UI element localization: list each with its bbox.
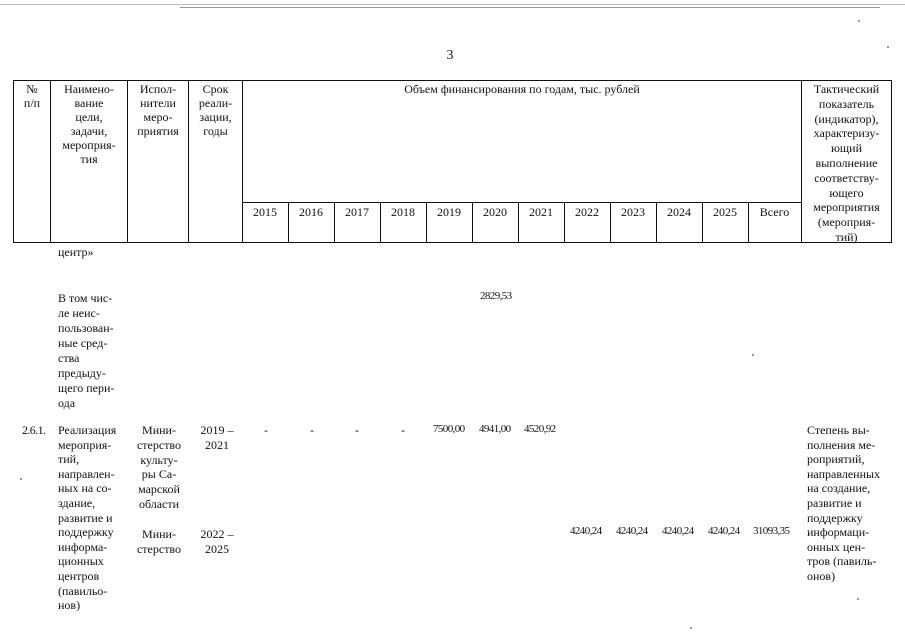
- unused-funds-2020: 2829,53: [480, 290, 512, 302]
- scan-speck: [858, 20, 860, 22]
- header-indicator: Тактический показатель (индикатор), характеризу- ющий выполнение соответству- ющего мероприятия (мероприя- тий): [813, 82, 880, 244]
- item-name: Реализация мероприя- тий, направлен- ных на со- здание, развитие и поддержку информа- ционных центров (павильо- нов): [58, 423, 117, 613]
- term-1: 2019 – 2021: [200, 423, 234, 452]
- year-header: 2019: [437, 205, 461, 219]
- scan-speck: [887, 46, 889, 48]
- total-header: Всего: [759, 205, 790, 219]
- header-executors: Испол- нители меро- приятия: [137, 82, 179, 138]
- value-2019: 7500,00: [433, 423, 465, 435]
- year-header: 2017: [345, 205, 369, 219]
- value-2022: 4240,24: [570, 525, 602, 537]
- page-number: 3: [446, 48, 454, 63]
- header-funding-title: Объем финансирования по годам, тыс. рублей: [404, 82, 640, 96]
- indicator-text: Степень вы- полнения ме- роприятий, направленных на создание, развитие и поддержку информаци- онных цен- тров (павиль- онов): [807, 423, 881, 583]
- scan-speck: [690, 627, 692, 629]
- header-num: № п/п: [23, 82, 41, 110]
- year-header: 2022: [575, 205, 599, 219]
- value-2017-dash: -: [355, 423, 359, 437]
- scan-speck: [857, 598, 859, 600]
- year-header: 2015: [253, 205, 277, 219]
- value-2016-dash: -: [310, 423, 314, 437]
- year-header: 2025: [713, 205, 737, 219]
- value-2025: 4240,24: [708, 525, 740, 537]
- header-name: Наимено- вание цели, задачи, мероприя- тия: [62, 82, 116, 166]
- scan-speck: [752, 354, 754, 356]
- executor-2: Мини- стерство: [136, 527, 182, 556]
- value-2023: 4240,24: [616, 525, 648, 537]
- value-2020: 4941,00: [479, 423, 511, 435]
- term-2: 2022 – 2025: [200, 527, 234, 556]
- year-header: 2020: [483, 205, 507, 219]
- value-total: 31093,35: [753, 525, 790, 537]
- year-header: 2021: [529, 205, 553, 219]
- value-2024: 4240,24: [662, 525, 694, 537]
- continuation-text: центр»: [58, 245, 94, 259]
- executor-1: Мини- стерство культу- ры Са- марской области: [136, 423, 182, 511]
- year-header: 2018: [391, 205, 415, 219]
- year-header: 2024: [667, 205, 691, 219]
- value-2021: 4520,92: [524, 423, 556, 435]
- year-header: 2023: [621, 205, 645, 219]
- scan-speck: [20, 478, 22, 480]
- header-term: Срок реали- зации, годы: [198, 82, 233, 138]
- unused-funds-label: В том чис- ле неис- пользован- ные сред- ства предыду- щего пери- ода: [58, 291, 115, 410]
- year-header: 2016: [299, 205, 323, 219]
- value-2018-dash: -: [401, 423, 405, 437]
- item-number: 2.6.1.: [22, 423, 46, 437]
- value-2015-dash: -: [264, 423, 268, 437]
